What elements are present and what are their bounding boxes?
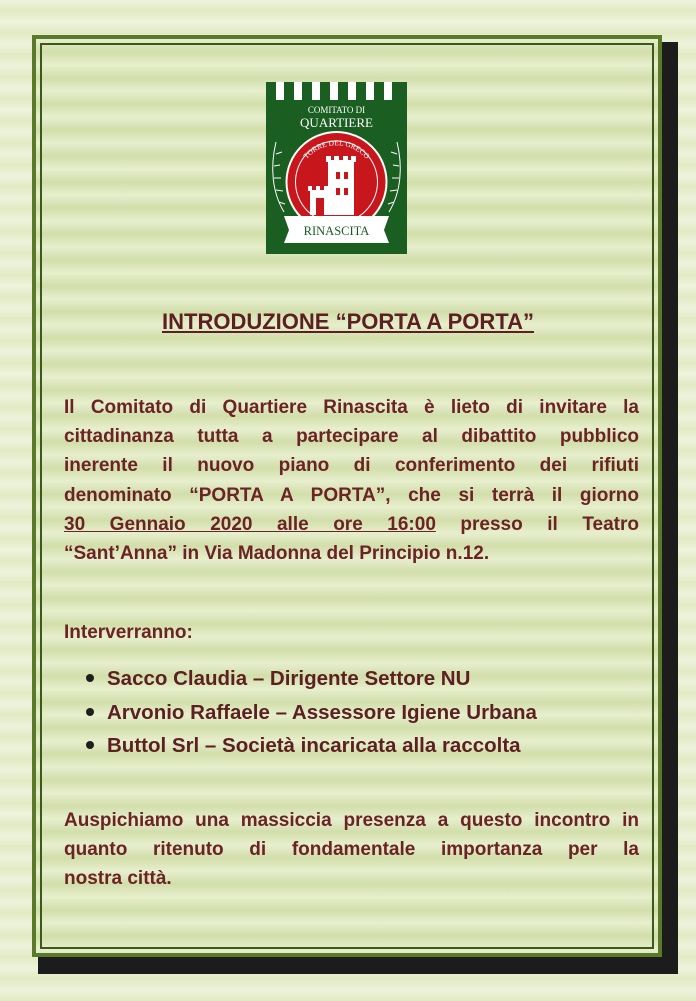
intro-line-rest: presso il Teatro: [435, 513, 639, 535]
intro-line: denominato “PORTA A PORTA”, che si terrà il giorno: [64, 484, 639, 506]
intro-line: “Sant’Anna” in Via Madonna del Principio n.12.: [64, 543, 490, 565]
intro-line-date: [64, 510, 639, 539]
invitation-paragraph: [64, 393, 639, 568]
event-date: 30 Gennaio 2020 alle ore 16:00: [64, 513, 436, 535]
speaker-item: Buttol Srl – Società incaricata alla raccolta: [80, 729, 537, 763]
closing-paragraph: [64, 806, 639, 894]
closing-line: quanto ritenuto di fondamentale importanza per la: [64, 839, 639, 861]
intro-line: cittadinanza tutta a partecipare al dibattito pubblico: [64, 426, 639, 448]
logo-line1: COMITATO DI: [307, 105, 366, 115]
logo-banner-text: RINASCITA: [303, 224, 370, 238]
committee-logo: [266, 82, 407, 254]
closing-line: nostra città.: [64, 868, 172, 890]
intro-line: inerente il nuovo piano di conferimento dei rifiuti: [64, 455, 639, 477]
speakers-list: [80, 662, 537, 763]
document-title: INTRODUZIONE “PORTA A PORTA”: [162, 309, 534, 334]
intro-line: Il Comitato di Quartiere Rinascita è lieto di invitare la: [64, 397, 639, 418]
logo-arc-text: TORRE DEL GRECO: [301, 138, 372, 161]
logo-line2: QUARTIERE: [300, 115, 373, 130]
speaker-item: Arvonio Raffaele – Assessore Igiene Urbana: [80, 696, 537, 730]
speakers-label: Interverranno:: [64, 622, 193, 643]
logo-emblem: [266, 82, 407, 254]
closing-line: Auspichiamo una massiccia presenza a questo incontro in: [64, 810, 639, 831]
speaker-item: Sacco Claudia – Dirigente Settore NU: [80, 662, 537, 696]
